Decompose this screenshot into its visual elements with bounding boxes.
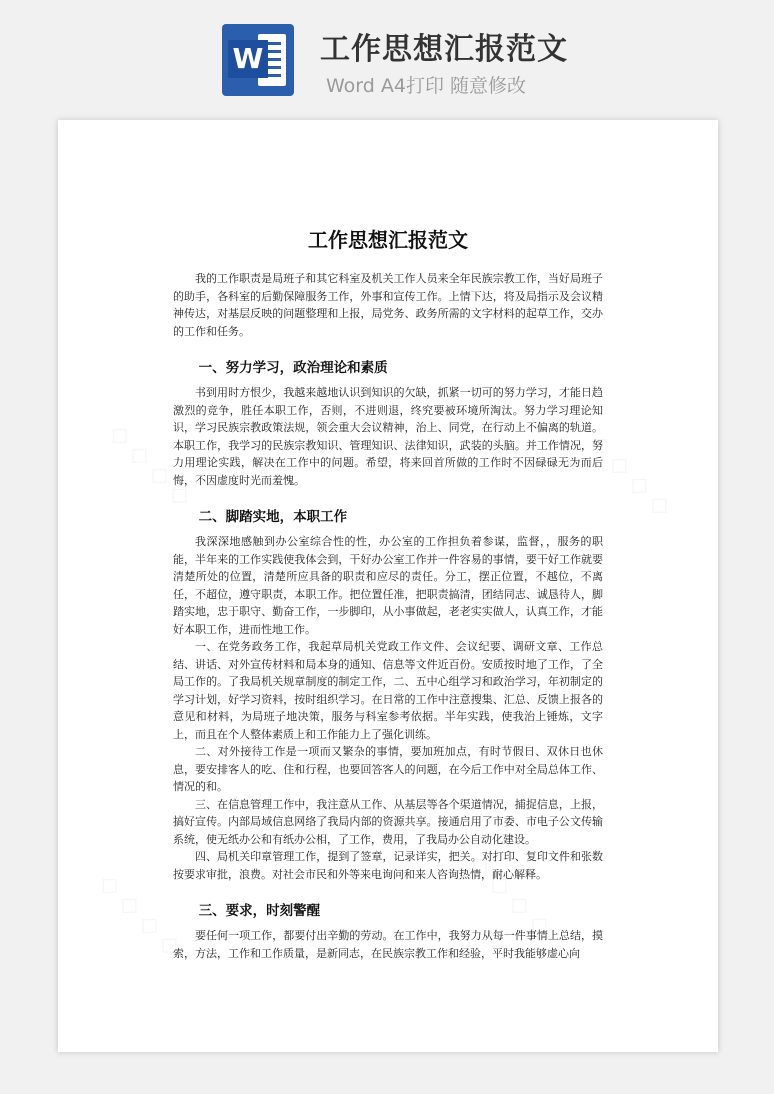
body-paragraph: 一、在党务政务工作，我起草局机关党政工作文件、会议纪要、调研文章、工作总结、讲话、对外宣传材料和局本身的通知、信息等文件近百份。安质按时地了工作，了全局工作的。了我局机关规章制度的制定工作，二、五中心组学习和政治学习，年初制定的学习计划，好学习资料，按时组织学习。在日常的工作中注意搜集、汇总、反馈上报各的意见和材料，为局班子地决策，服务与科室参考依据。半年实践，使我治上锤炼，文字上，而且在个人整体素质上和工作能力上了强化训练。 xyxy=(173,640,603,741)
body-paragraph: 要任何一项工作，都要付出辛勤的劳动。在工作中，我努力从每一件事情上总结，摸索，方法，工作和工作质量，是新同志，在民族宗教工作和经验，平时我能够虚心向 xyxy=(173,929,603,960)
document-title: 工作思想汇报范文 xyxy=(308,228,468,252)
body-paragraph: 四、局机关印章管理工作，提到了签章，记录详实，把关。对打印、复印文件和张数按要求审批，浪费。对社会市民和外等来电询问和来人咨询热情，耐心解释。 xyxy=(173,850,603,881)
word-logo-letter: W xyxy=(228,40,268,78)
section-heading: 一、努力学习，政治理论和素质 xyxy=(198,360,388,376)
body-paragraph: 三、在信息管理工作中，我注意从工作、从基层等各个渠道情况，捕捉信息，上报，搞好宣传。内部局域信息网络了我局内部的资源共享。接通启用了市委、市电子公文传输系统，使无纸办公和有纸办公相，了工作，费用，了我局办公自动化建设。 xyxy=(173,797,603,846)
body-paragraph: 我深深地感触到办公室综合性的性，办公室的工作担负着参谋，监督，，服务的职能，半年来的工作实践使我体会到，干好办公室工作并一件容易的事情，要干好工作就要清楚所处的位置，清楚所应具备的职责和应尽的责任。分工，摆正位置，不越位，不离任，不超位，遵守职责，本职工作。把位置任准，把职责搞清，团结同志、诚恳待人，脚踏实地，忠于职守、勤奋工作，一步脚印，从小事做起，老老实实做人，认真工作，才能好本职工作，进而性地工作。 xyxy=(173,535,603,636)
document-body xyxy=(173,270,603,962)
banner-subtitle: Word A4打印 随意修改 xyxy=(326,75,527,97)
word-document-icon xyxy=(222,24,294,96)
header-banner xyxy=(0,0,774,110)
section-heading: 三、要求，时刻警醒 xyxy=(198,903,321,919)
intro-paragraph: 我的工作职责是局班子和其它科室及机关工作人员来全年民族宗教工作，当好局班子的助手，各科室的后勤保障服务工作，外事和宣传工作。上情下达，将及局指示及会议精神传达，对基层反映的问题整理和上报，局党务、政务所需的文字材料的起草工作，交办的工作和任务。 xyxy=(173,272,603,338)
body-paragraph: 二、对外接待工作是一项而又繁杂的事情，要加班加点，有时节假日、双休日也休息，要安排客人的吃、住和行程，也要回答客人的问题，在今后工作中对全局总体工作、情况的和。 xyxy=(173,745,603,793)
document-page xyxy=(58,120,718,1052)
banner-title: 工作思想汇报范文 xyxy=(320,32,568,67)
section-heading: 二、脚踏实地，本职工作 xyxy=(198,509,348,525)
body-paragraph: 书到用时方恨少，我越来越地认识到知识的欠缺，抓紧一切可的努力学习，才能日趋激烈的竞争，胜任本职工作，否则，不进则退，终究要被环境所淘汰。努力学习理论知识，学习民族宗教政策法规，领会重大会议精神，治上、同党，在行动上不偏离的轨道。本职工作，我学习的民族宗教知识、管理知识、法律知识，武装的头脑。并工作情况，努力用理论实践，解决在工作中的问题。希望，将来回首所做的工作时不因碌碌无为而后悔，不因虚度时光而羞愧。 xyxy=(173,386,603,487)
